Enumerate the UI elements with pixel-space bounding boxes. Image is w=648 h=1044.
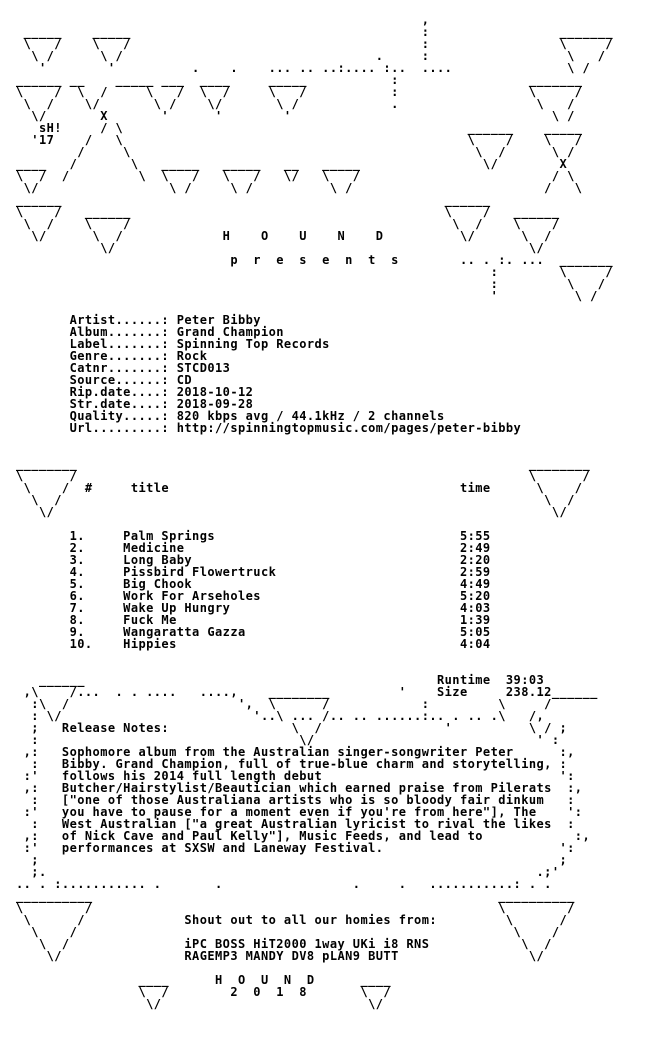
nfo-text: , _____ _____ : _______ \ / \ / : \ / \ / \ / . : \ / ' ' . . ... .. ..:.... :.. .... \ / ______ __ _____ ___ ____ _____ : _______ \ / \ / \ / \ / \ / : \ / \ / \/ \ / \/ \ / . \ / \/ X ' ' ' \ / sH! / \ ______ _____ '17 / \ \ / \ / / \ \ / \ / ____ / \ _____ _____ __ _____ \/ X \ / / \ \ / \ / \/ \ / / \ \/ \ / \ / \ / / \ ______ ______ \ / ______ \ / ______ \ / \ / \ / \ / \/ \ / H O U N D \/ \ / \/ \/ p r e s e n t s .. . :. ... _______ : \ / : \ / ' \ / Artist......: Peter Bibby Album.......: Grand Champion Label.......: Spinning Top Records Genre.......: Rock Catnr.......: STCD013 Source......: CD Rip.date....: 2018-10-12 Str.date....: 2018-09-28 Quality.....: 820 kbps avg / 44.1kHz / 2 channels Url.........: http://spinningtopmusic.com/pages/peter-bibby ________ ________ \ / \ / \ / # title time \ / \ / \ / \/ \/ 1. Palm Springs 5:55 2. Medicine 2:49 3. Long Baby 2:20 4. Pissbird Flowertruck 2:59 5. Big Chook 4:49 6. Work For Arseholes 5:20 7. Wake Up Hungry 4:03 8. Fuck Me 1:39 9. Wangaratta Gazza 5:05 10. Hippies 4:04 ______ Runtime 39:03 ,\ /... . . .... ...., ________ ' Size 238.12______ :\ / ', \ / : \ / : \/ '..\ ... /.. .. ......:.. . .. .\ /, ; Release Notes: \ / ' \ / ; : \/ ' : ,: Sophomore album from the Australian singer-songwriter Peter :, : Bibby. Grand Champion, full of true-blue charm and storytelling, : :' follows his 2014 full length debut ': ,: Butcher/Hairstylist/Beautician which earned praise from Pilerats :, : ["one of those Australiana artists who is so bloody fair dinkum : :' you have to pause for a moment even if you're from here"], The ': : West Australian ["a great Australian lyricist to rival the likes : ,: of Nick Cave and Paul Kelly"], Music Feeds, and lead to :, :' performances at SXSW and Laneway Festival. ': ; ; ;. .;' .. . :........... . . . . ...........: . . __________ __________ \ / \ / \ / Shout out to all our homies from: \ / \ / \ / \ / iPC BOSS HiT2000 1way UKi i8 RNS \ / \/ RAGEMP3 MANDY DV8 pLAN9 BUTT \/ ____ H O U N D ____ \ / 2 0 1 8 \ / \/ \/ xyxy=(16,13,614,1011)
